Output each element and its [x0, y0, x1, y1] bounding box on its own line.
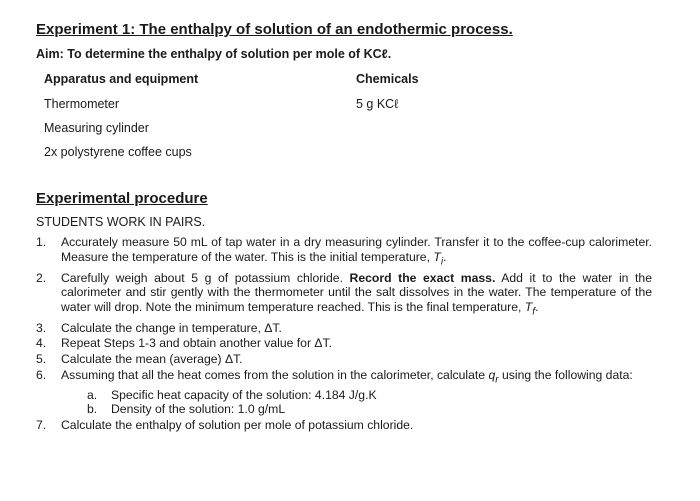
step-number: 3. — [36, 320, 47, 335]
apparatus-item-measuring-cylinder: Measuring cylinder — [44, 121, 149, 135]
step-number: 7. — [36, 417, 47, 432]
procedure-steps — [36, 235, 652, 433]
aim-statement: Aim: To determine the enthalpy of solution per mole of KCℓ. — [36, 47, 392, 61]
apparatus-item-coffee-cups: 2x polystyrene coffee cups — [44, 145, 192, 159]
step-6a: a. Specific heat capacity of the solution: 4.184 J/g.K — [87, 387, 377, 402]
step-6: 6. Assuming that all the heat comes from the solution in the calorimeter, calculate $q_r$ using the following data: a. Specific heat capacity of the solution: 4.184 J/g.K b. Density of the solution: 1.0 g/mL — [36, 368, 652, 417]
apparatus-heading: Apparatus and equipment — [44, 72, 199, 86]
step-4: 4. Repeat Steps 1-3 and obtain another value for ΔT. — [36, 336, 333, 351]
work-in-pairs-note: STUDENTS WORK IN PAIRS. — [36, 215, 206, 229]
experiment-title: Experiment 1: The enthalpy of solution of an endothermic process. — [36, 21, 513, 38]
step-number: 4. — [36, 336, 47, 351]
step-5: 5. Calculate the mean (average) ΔT. — [36, 352, 243, 367]
step-6b: b. Density of the solution: 1.0 g/mL — [87, 402, 286, 417]
chemical-item-kcl: 5 g KCℓ — [356, 97, 399, 111]
step-number: 5. — [36, 352, 47, 367]
step-7: 7. Calculate the enthalpy of solution per mole of potassium chloride. — [36, 417, 414, 432]
chemicals-heading: Chemicals — [356, 72, 419, 86]
step-number: 6. — [36, 367, 47, 382]
step-6-sublist — [61, 388, 652, 417]
step-2: 2. Carefully weigh about 5 g of potassium chloride. Record the exact mass. Add it to the water in the calorimeter and stir gently with the thermometer until the salt dissolves in the water. The temperature of the water will drop. Note the minimum temperature reached. This is the final temperature, $T_f$. — [36, 271, 652, 320]
step-1: 1. Accurately measure 50 mL of tap water in a dry measuring cylinder. Transfer it to the coffee-cup calorimeter. Measure the temperature of the water. This is the initial temperature, $T_i$. — [36, 235, 652, 270]
step-number: 1. — [36, 235, 47, 249]
step-number: 2. — [36, 270, 47, 285]
procedure-heading: Experimental procedure — [36, 190, 208, 207]
step-3: 3. Calculate the change in temperature, ΔT. — [36, 320, 282, 335]
apparatus-item-thermometer: Thermometer — [44, 97, 120, 111]
